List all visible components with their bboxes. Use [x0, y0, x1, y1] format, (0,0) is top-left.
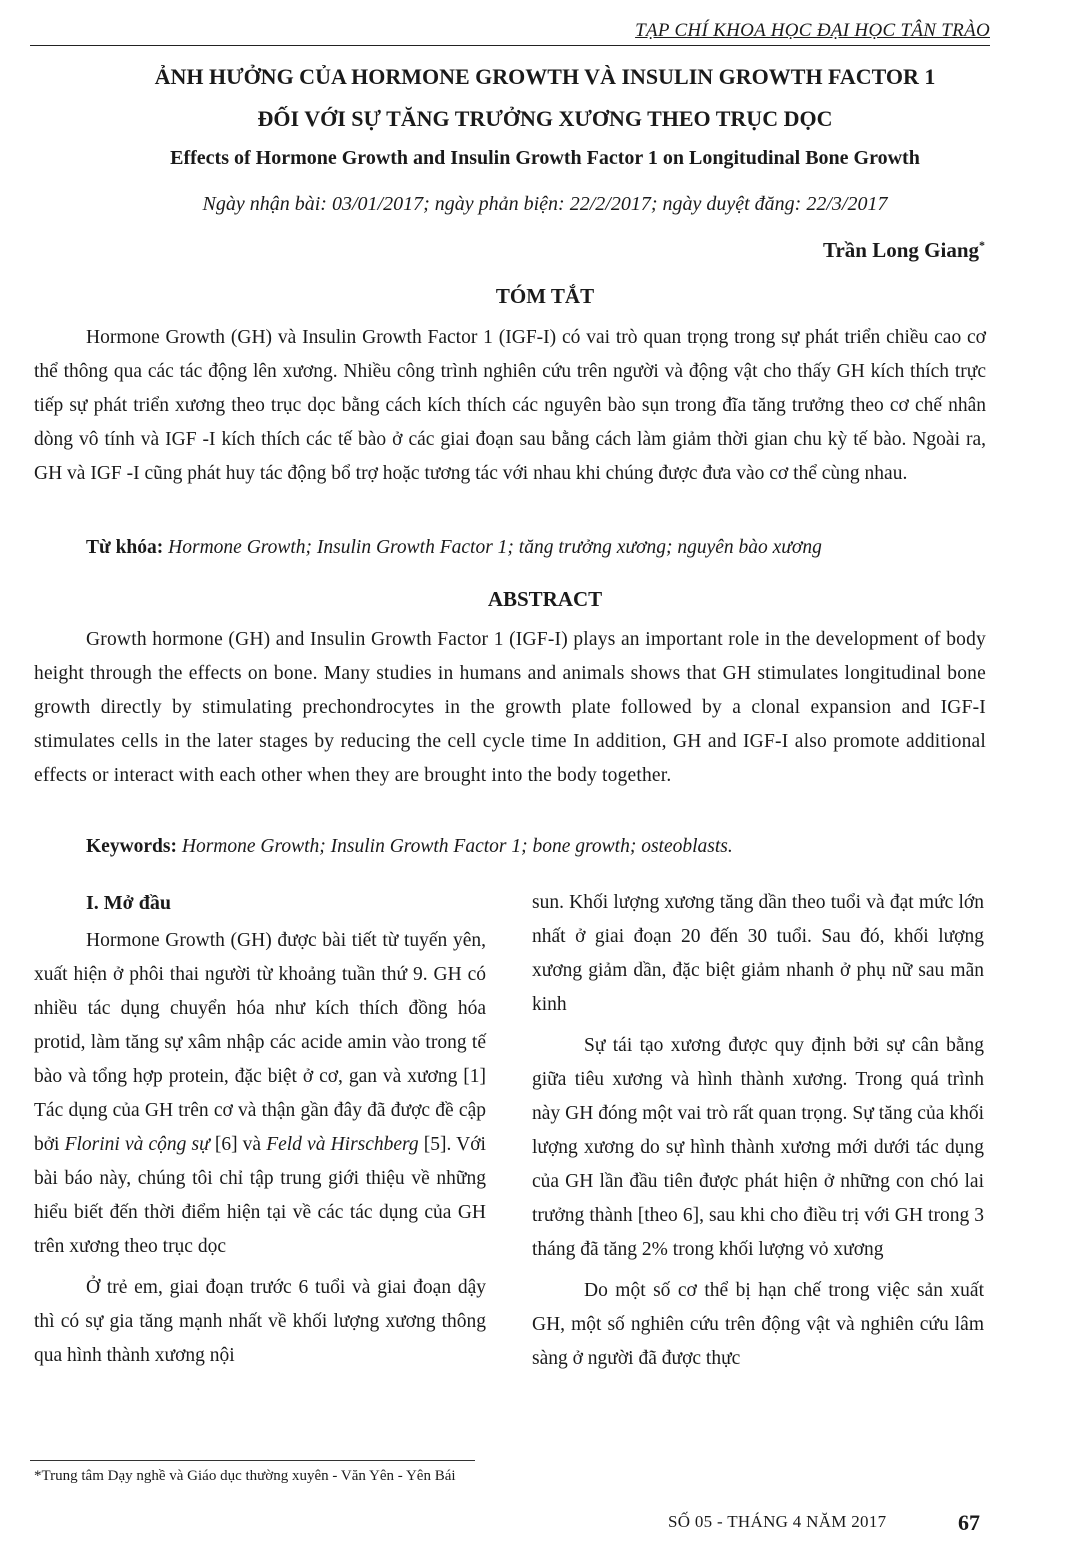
author-footnote-mark: * [979, 238, 985, 252]
summary-heading: TÓM TẮT [495, 284, 595, 308]
journal-running-head: TẠP CHÍ KHOA HỌC ĐẠI HỌC TÂN TRÀO [635, 20, 990, 41]
title-en: Effects of Hormone Growth and Insulin Growth Factor 1 on Longitudinal Bone Growth [170, 147, 920, 169]
submission-dates: Ngày nhận bài: 03/01/2017; ngày phản biện: 22/2/2017; ngày duyệt đăng: 22/3/2017 [202, 193, 888, 215]
body-paragraph: sun. Khối lượng xương tăng dần theo tuổi và đạt mức lớn nhất ở giai đoạn 20 đến 30 tuổi. Sau đó, khối lượng xương giảm dần, đặc biệt giảm nhanh ở phụ nữ sau mãn kinh [532, 892, 984, 1015]
footnote-rule [30, 1460, 475, 1461]
author [823, 238, 985, 263]
header-rule [30, 45, 990, 46]
body-text: [5]. Với bài báo này, chúng tôi chỉ tập trung giới thiệu về những hiểu biết đến thời điểm hiện tại về các tác dụng của GH trên xương theo trục dọc [34, 1134, 486, 1257]
body-paragraph: Do một số cơ thể bị hạn chế trong việc sản xuất GH, một số nghiên cứu trên động vật và nghiên cứu lâm sàng ở người đã được thực [532, 1280, 984, 1369]
body-paragraph: Sự tái tạo xương được quy định bởi sự cân bằng giữa tiêu xương và hình thành xương. Trong quá trình này GH đóng một vai trò rất quan trọng. Sự tăng của khối lượng xương do sự hình thành xương mới dưới tác dụng của GH lần đầu tiên được phát hiện ở những con chó lai trưởng thành [theo 6], sau khi cho điều trị với GH trong 3 tháng đã tăng 2% trong khối lượng vỏ xương [532, 1035, 984, 1260]
issue-info: SỐ 05 - THÁNG 4 NĂM 2017 [668, 1512, 887, 1531]
title-vi-line1: ẢNH HƯỞNG CỦA HORMONE GROWTH VÀ INSULIN GROWTH FACTOR 1 [154, 64, 936, 89]
body-paragraph: Ở trẻ em, giai đoạn trước 6 tuổi và giai đoạn dậy thì có sự gia tăng mạnh nhất về khối lượng xương thông qua hình thành xương nội [34, 1277, 486, 1366]
citation-feld: Feld và Hirschberg [266, 1134, 419, 1155]
keywords-vi-value: Hormone Growth; Insulin Growth Factor 1; tăng trưởng xương; nguyên bào xương [168, 537, 822, 558]
section-heading-introduction: I. Mở đầu [86, 892, 171, 914]
keywords-en-label: Keywords: [86, 836, 177, 857]
citation-florini: Florini và cộng sự [64, 1134, 210, 1155]
keywords-vi-label: Từ khóa: [86, 537, 164, 558]
body-column-left [34, 886, 486, 1380]
title-vi-line2: ĐỐI VỚI SỰ TĂNG TRƯỞNG XƯƠNG THEO TRỤC DỌC [257, 106, 833, 131]
keywords-en [86, 836, 986, 858]
body-column-right [532, 886, 984, 1383]
author-affiliation-footnote: *Trung tâm Dạy nghề và Giáo dục thường xuyên - Văn Yên - Yên Bái [34, 1468, 456, 1484]
body-text: Hormone Growth (GH) được bài tiết từ tuyến yên, xuất hiện ở phôi thai người từ khoảng tuần thứ 9. GH có nhiều tác dụng chuyển hóa như kích thích đồng hóa protid, làm tăng sự xâm nhập các acide amin vào trong tế bào và tổng hợp protein, đặc biệt ở cơ, gan và xương [1] Tác dụng của GH trên cơ và thận gần đây đã được đề cập bởi [34, 930, 486, 1155]
summary-text: Hormone Growth (GH) và Insulin Growth Factor 1 (IGF-I) có vai trò quan trọng trong sự phát triển chiều cao cơ thể thông qua các tác động lên xương. Nhiều công trình nghiên cứu trên người và động vật cho thấy GH kích thích trực tiếp sự phát triển xương theo trục dọc bằng cách kích thích các nguyên bào sụn trong đĩa tăng trưởng theo cơ chế nhân dòng vô tính và IGF -I kích thích các tế bào ở các giai đoạn sau bằng cách làm giảm thời gian chu kỳ tế bào. Ngoài ra, GH và IGF -I cũng phát huy tác động bổ trợ hoặc tương tác với nhau khi chúng được đưa vào cơ thể cùng nhau. [34, 327, 986, 484]
author-name: Trần Long Giang [823, 238, 979, 262]
abstract-text: Growth hormone (GH) and Insulin Growth Factor 1 (IGF-I) plays an important role in the development of body height through the effects on bone. Many studies in humans and animals shows that GH stimulates longitudinal bone growth directly by stimulating prechondrocytes in the growth plate followed by a clonal expansion and IGF-I stimulates cells in the later stages by reducing the cell cycle time In addition, GH and IGF-I also promote additional effects or interact with each other when they are brought into the body together. [34, 629, 986, 786]
keywords-en-value: Hormone Growth; Insulin Growth Factor 1; bone growth; osteoblasts. [181, 836, 733, 857]
body-text: [6] và [209, 1134, 267, 1155]
body-paragraph [34, 924, 486, 1264]
page-number: 67 [958, 1510, 980, 1535]
keywords-vi [86, 537, 986, 559]
abstract-heading: ABSTRACT [487, 587, 603, 611]
